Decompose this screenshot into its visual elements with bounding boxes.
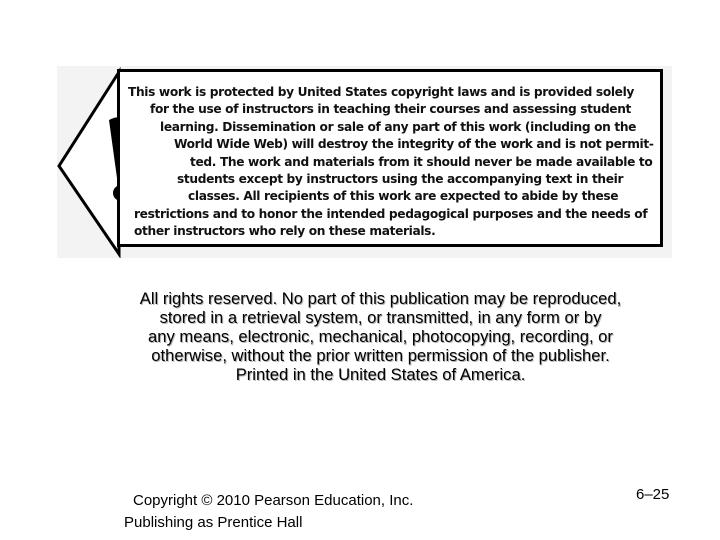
footer-copyright: Copyright © 2010 Pearson Education, Inc. xyxy=(133,492,414,509)
rights-line: Printed in the United States of America. xyxy=(235,365,526,384)
notice-line: World Wide Web) will destroy the integrity of the work and is not permit- xyxy=(174,137,654,152)
copyright-notice-box xyxy=(117,69,663,247)
notice-line: other instructors who rely on these materials. xyxy=(134,224,436,239)
rights-line: stored in a retrieval system, or transmitted, in any form or by xyxy=(159,308,602,327)
notice-line: for the use of instructors in teaching their courses and assessing student xyxy=(150,102,632,117)
rights-line: otherwise, without the prior written permission of the publisher. xyxy=(151,346,610,365)
rights-line: All rights reserved. No part of this publication may be reproduced, xyxy=(139,289,622,308)
notice-line: restrictions and to honor the intended pedagogical purposes and the needs of xyxy=(134,206,648,221)
slide-number: 6–25 xyxy=(636,486,670,503)
rights-reserved-statement xyxy=(108,289,653,384)
rights-line: any means, electronic, mechanical, photocopying, recording, or xyxy=(148,327,613,346)
notice-line: students except by instructors using the accompanying text in their xyxy=(177,172,624,187)
notice-line: learning. Dissemination or sale of any part of this work (including on the xyxy=(160,119,637,134)
copyright-notice-text xyxy=(128,84,654,241)
copyright-warning-panel xyxy=(57,66,672,258)
notice-line: This work is protected by United States copyright laws and is provided solely xyxy=(128,85,635,99)
notice-line: ted. The work and materials from it should never be made available to xyxy=(190,154,653,169)
notice-line: classes. All recipients of this work are expected to abide by these xyxy=(188,189,619,204)
footer-publisher: Publishing as Prentice Hall xyxy=(124,514,303,531)
